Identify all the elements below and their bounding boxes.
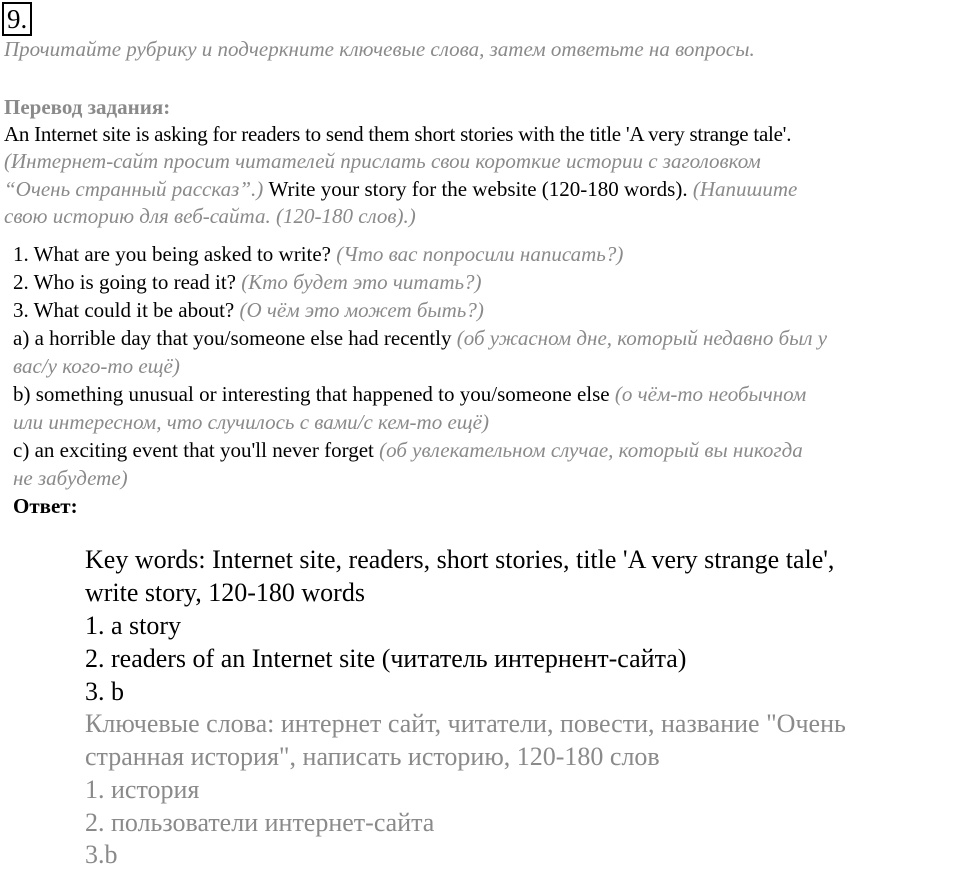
task-ru-line-4: свою историю для веб-сайта. (120-180 слов).)	[4, 204, 416, 228]
option-b-en: b) something unusual or interesting that happened to you/someone else	[13, 382, 610, 406]
question-3-ru: (О чём это может быть?)	[239, 298, 484, 322]
answer-ru-line-5: 3.b	[85, 840, 118, 869]
answer-heading: Ответ:	[13, 494, 78, 518]
option-a-en: a) a horrible day that you/someone else had recently	[13, 326, 452, 350]
option-c-ru-2: не забудете)	[13, 466, 128, 490]
question-1-ru: (Что вас попросили написать?)	[336, 242, 624, 266]
answer-en-line-1: Key words: Internet site, readers, short stories, title 'A very strange tale',	[85, 545, 835, 574]
question-1-en: 1. What are you being asked to write?	[13, 242, 332, 266]
option-a-ru-2: вас/у кого-то ещё)	[13, 354, 180, 378]
question-1	[13, 240, 623, 268]
task-ru-line-1: (Интернет-сайт просит читателей прислать свои короткие истории с заголовком	[4, 149, 761, 173]
answer-ru-line-4: 2. пользователи интернет-сайта	[85, 808, 435, 837]
option-c-en: c) an exciting event that you'll never forget	[13, 438, 374, 462]
task-ru-line-3: (Напишите	[692, 177, 798, 201]
task-line-2	[4, 175, 797, 203]
option-b-ru-1: (о чём-то необычном	[614, 382, 807, 406]
answer-en-line-4: 2. readers of an Internet site (читатель интернент-сайта)	[85, 644, 687, 673]
option-c-ru-1: (об увлекательном случае, который вы никогда	[379, 438, 803, 462]
question-3	[13, 296, 484, 324]
question-2	[13, 268, 482, 296]
answer-en-line-3: 1. a story	[85, 611, 182, 640]
translation-heading: Перевод задания:	[4, 95, 171, 119]
task-ru-line-2: “Очень странный рассказ”.)	[4, 177, 264, 201]
question-2-ru: (Кто будет это читать?)	[241, 270, 482, 294]
question-2-en: 2. Who is going to read it?	[13, 270, 236, 294]
answer-ru-line-1: Ключевые слова: интернет сайт, читатели, повести, название "Очень	[85, 709, 846, 738]
answer-ru-line-3: 1. история	[85, 775, 200, 804]
option-b	[13, 380, 806, 408]
answer-ru-line-2: странная история", написать историю, 120-180 слов	[85, 742, 660, 771]
instruction-ru: Прочитайте рубрику и подчеркните ключевые слова, затем ответьте на вопросы.	[4, 37, 755, 61]
exercise-number: 9.	[2, 2, 32, 36]
question-3-en: 3. What could it be about?	[13, 298, 235, 322]
task-en-line-1: An Internet site is asking for readers to send them short stories with the title 'A very strange tale'.	[4, 122, 792, 146]
task-en-line-2: Write your story for the website (120-180 words).	[268, 177, 688, 201]
option-a-ru-1: (об ужасном дне, который недавно был у	[456, 326, 828, 350]
option-a	[13, 324, 827, 352]
answer-en-line-5: 3. b	[85, 677, 124, 706]
option-c	[13, 436, 803, 464]
option-b-ru-2: или интересном, что случилось с вами/с кем-то ещё)	[13, 410, 489, 434]
answer-en-line-2: write story, 120-180 words	[85, 578, 365, 607]
